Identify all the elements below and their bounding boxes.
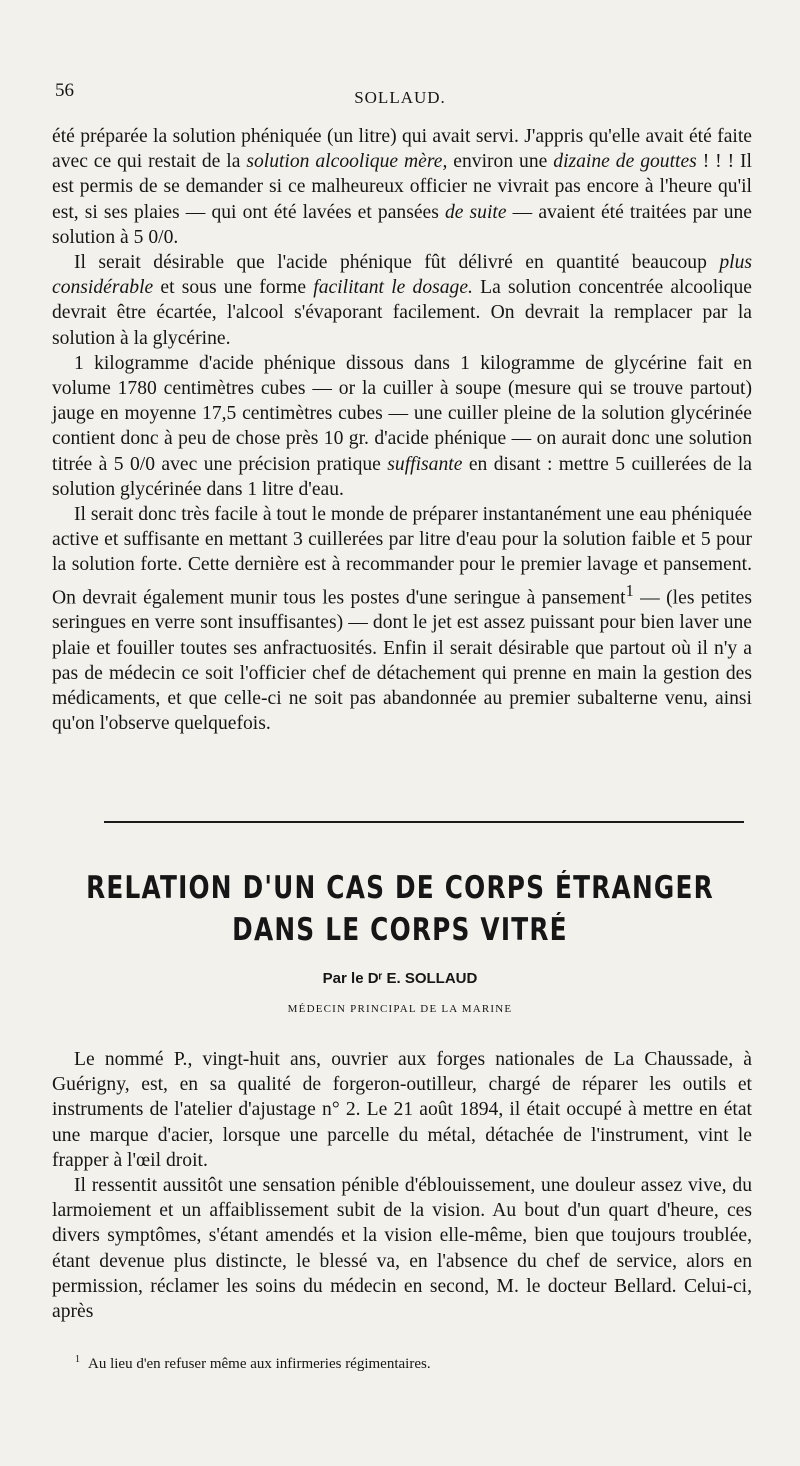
footnote <box>75 1354 431 1373</box>
paragraph: 1 kilogramme d'acide phénique dissous dans 1 kilogramme de glycérine fait en volume 1780 centimètres cubes — or la cuiller à soupe (mesure qui se trouve partout) jauge en moyenne 17,5 centimètres cubes — une cuiller pleine de la solution glycérinée contient donc à peu de chose près 10 gr. d'acide phénique — on aurait donc une solution titrée à 5 0/0 avec une précision pratique suffisante en disant : mettre 5 cuillerées de la solution glycérinée dans 1 litre d'eau. <box>52 352 752 500</box>
paragraph: été préparée la solution phéniquée (un litre) qui avait servi. J'appris qu'elle avait été faite avec ce qui restait de la solution alcoolique mère, environ une dizaine de gouttes ! ! ! Il est permis de se demander si ce malheureux officier ne vivrait pas encore à l'heure qu'il est, si ses plaies — qui ont été lavées et pansées de suite — avaient été traitées par une solution à 5 0/0. <box>52 126 753 248</box>
emphasis: dizaine de gouttes <box>553 151 697 173</box>
article-title-line-2: DANS LE CORPS VITRÉ <box>232 912 568 948</box>
page-header <box>52 80 748 110</box>
author-byline: Par le Dʳ E. SOLLAUD <box>322 970 478 987</box>
emphasis: facilitant le dosage. <box>313 277 473 299</box>
emphasis: de suite <box>444 201 507 223</box>
emphasis: suffisante <box>387 453 463 475</box>
section-divider <box>104 821 744 823</box>
page-number: 56 <box>55 80 74 101</box>
paragraph: Il serait désirable que l'acide phénique fût délivré en quantité beaucoup plus considérable et sous une forme facilitant le dosage. La solution concentrée alcoolique devrait être écartée, l'alcool s'évaporant facilement. On devrait la remplacer par la solution à la glycérine. <box>52 252 752 349</box>
paragraph: Il ressentit aussitôt une sensation pénible d'éblouissement, une douleur assez vive, du larmoiement et un affaiblissement subit de la vision. Au bout d'un quart d'heure, ces divers symptômes, s'étant amendés et la vision elle-même, bien que toujours troublée, étant devenue plus distincte, le blessé va, en l'absence du chef de service, alors en permission, réclamer les soins du médecin en second, M. le docteur Bellard. Celui-ci, après <box>52 1175 752 1323</box>
footnote-reference: 1 <box>625 580 634 600</box>
footnote-text: Au lieu d'en refuser même aux infirmeries régimentaires. <box>88 1356 431 1372</box>
article-title: RELATION D'UN CAS DE CORPS ÉTRANGER <box>86 870 714 906</box>
running-head: SOLLAUD. <box>354 88 446 107</box>
paragraph: Il serait donc très facile à tout le monde de préparer instantanément une eau phéniquée active et suffisante en mettant 3 cuillerées par litre d'eau pour la solution faible et 5 pour la solution forte. Cette dernière est à recommander pour le premier lavage et pansement. On devrait également munir tous les postes d'une seringue à pansement$^1$ — (les petites seringues en verre sont insuffisantes) — dont le jet est assez puissant pour bien laver une plaie et fouiller toutes ses anfractuosités. Enfin il serait désirable que partout où il n'y a pas de médecin ce soit l'officier chef de détachement qui prenne en main la gestion des médicaments, et que celle-ci ne soit pas abandonnée au premier subalterne venu, ainsi qu'on l'observe quelquefois. <box>52 504 752 735</box>
article-body <box>52 1047 752 1324</box>
footnote-marker: 1 <box>75 1354 80 1365</box>
paragraph: Le nommé P., vingt-huit ans, ouvrier aux forges nationales de La Chaussade, à Guérigny, est, en sa qualité de forgeron-outilleur, chargé de réparer les outils et instruments de l'atelier d'ajustage n° 2. Le 21 août 1894, il était occupé à mettre en état une marque d'acier, lorsque une parcelle du métal, détachée de l'instrument, vint le frapper à l'œil droit. <box>52 1049 752 1171</box>
emphasis: solution alcoolique mère, <box>246 151 448 173</box>
emphasis: plus considérable <box>52 252 752 299</box>
continued-text <box>52 124 752 736</box>
author-role: MÉDECIN PRINCIPAL DE LA MARINE <box>287 1003 513 1015</box>
